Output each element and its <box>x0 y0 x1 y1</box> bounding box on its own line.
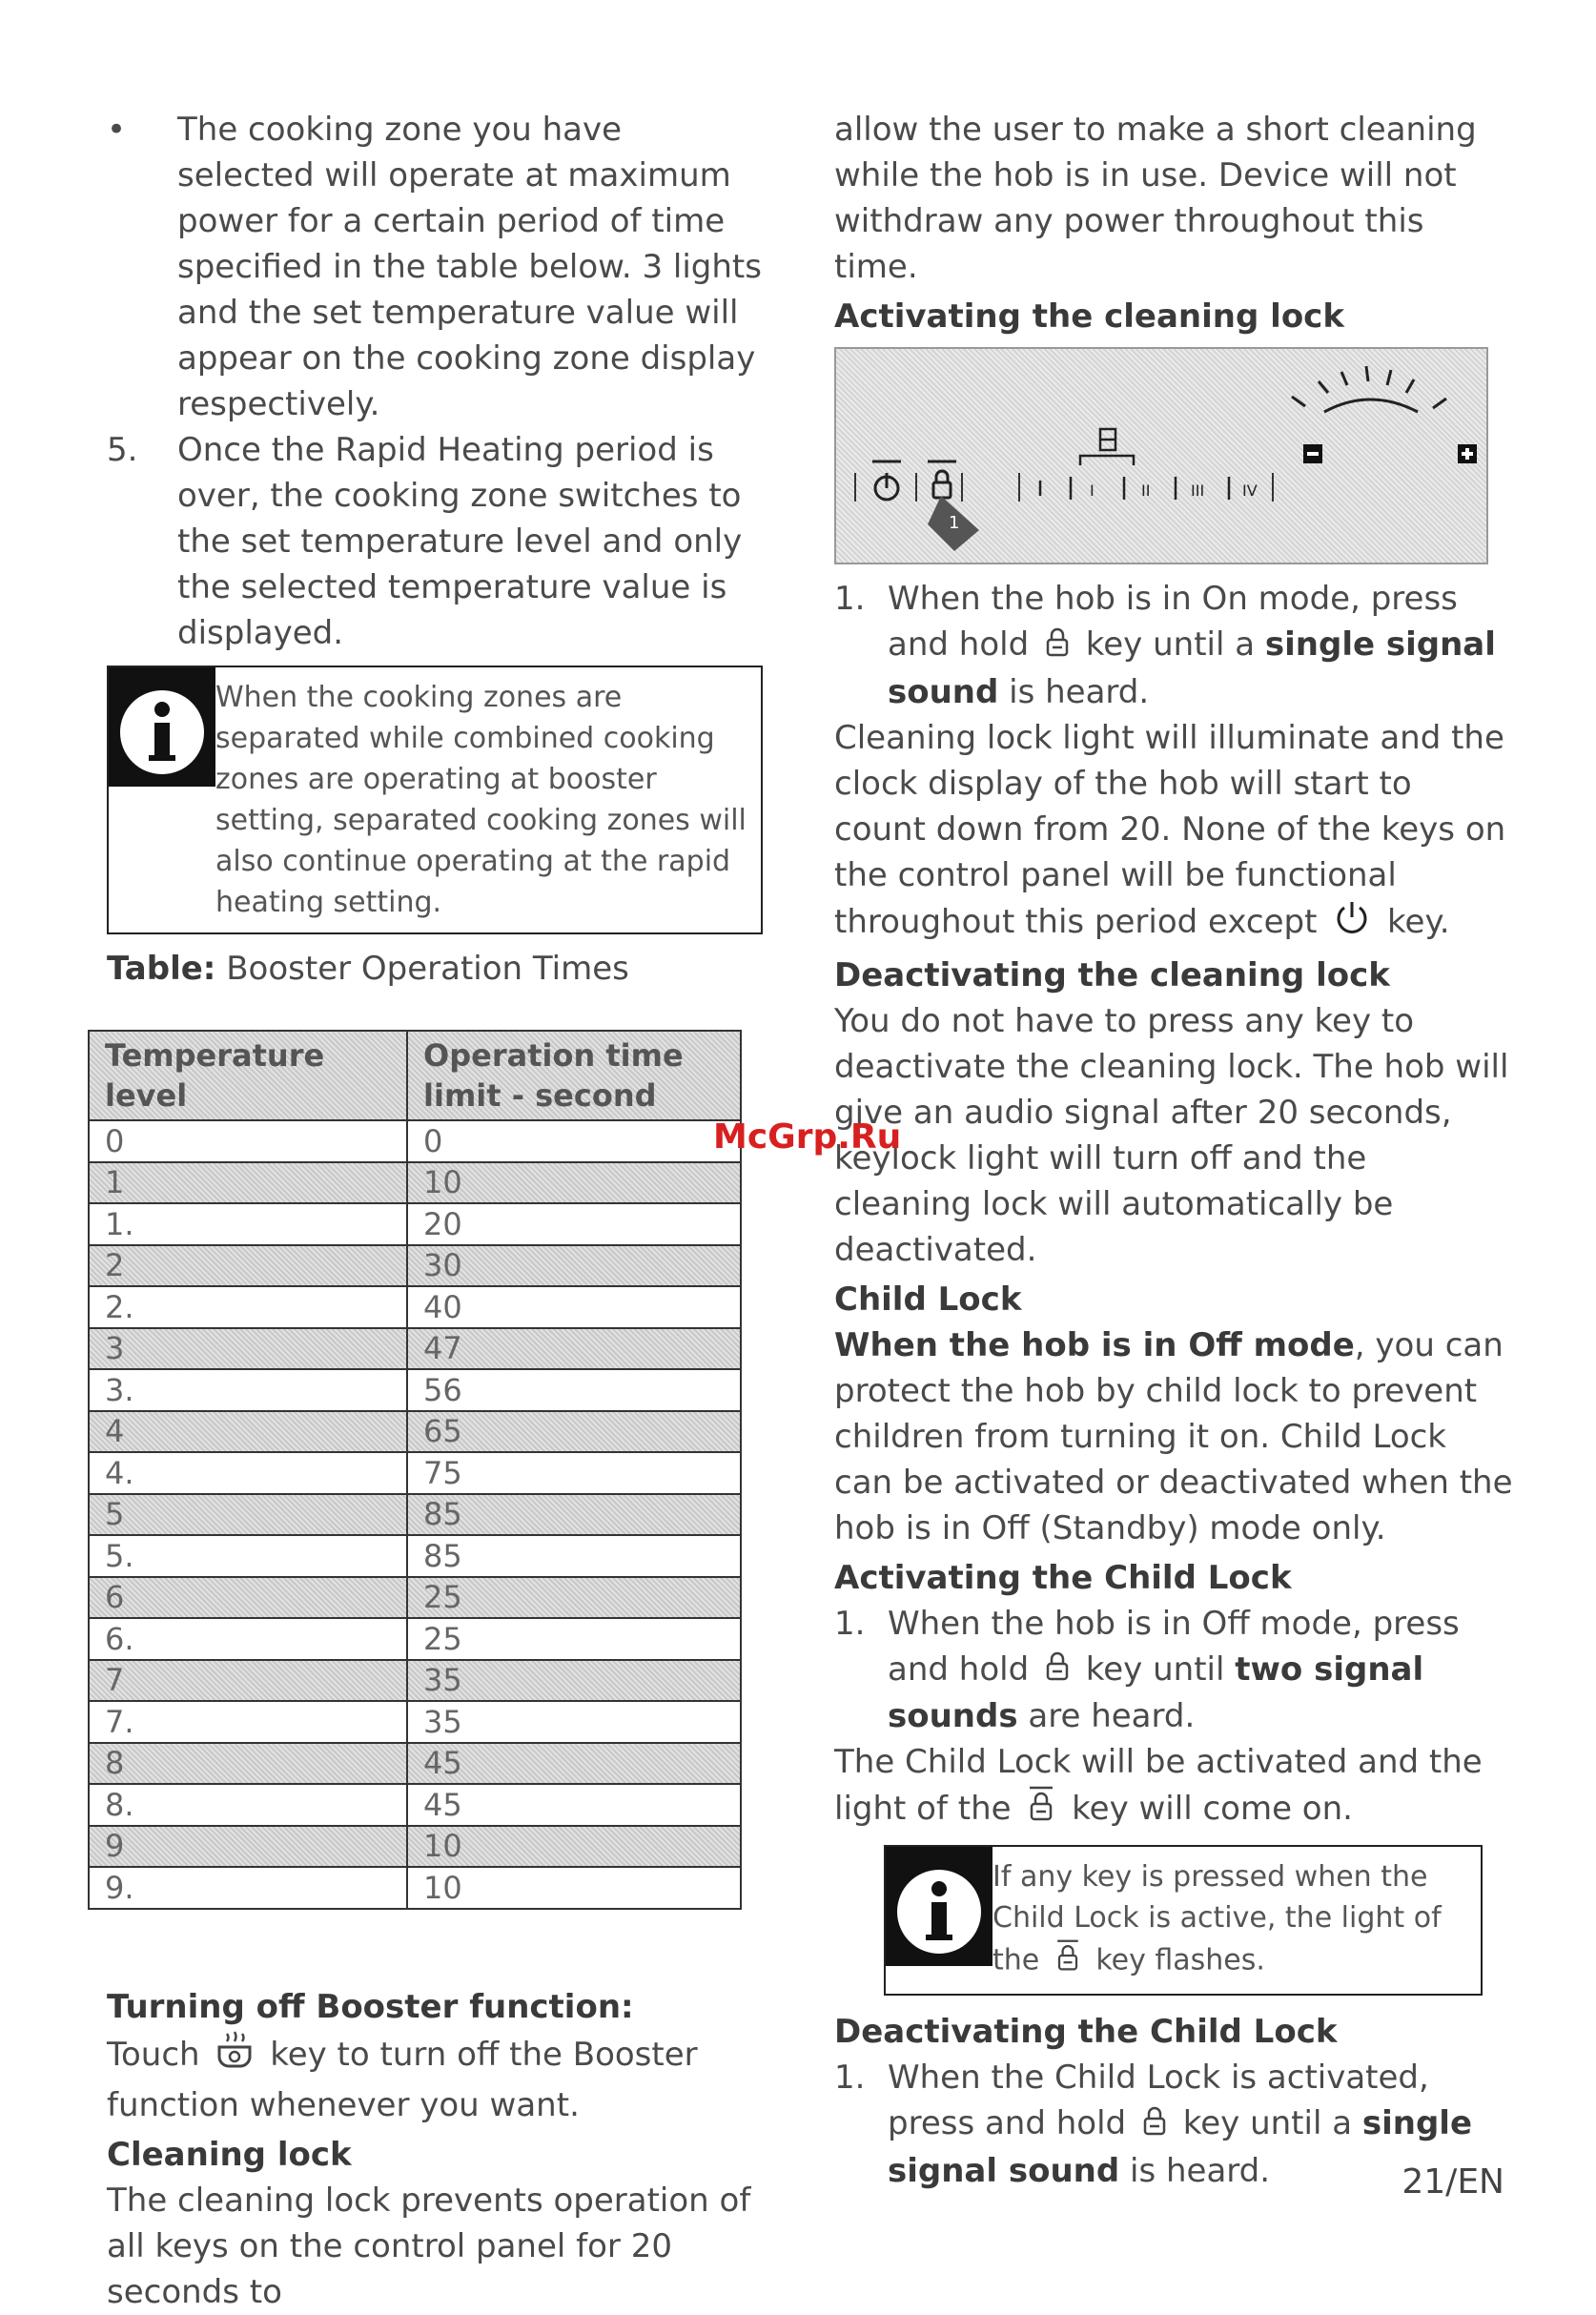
turning-off-heading: Turning off Booster function: <box>107 1987 634 2026</box>
child-lock-key-icon <box>1027 1785 1055 1835</box>
info-note-child-text <box>992 1847 1481 1994</box>
table-row <box>89 1701 741 1743</box>
activating-cleaning-lock-heading: Activating the cleaning lock <box>834 297 1344 336</box>
cleaning-light-post: key. <box>1387 902 1450 941</box>
info-note-booster <box>107 666 763 934</box>
table-row <box>89 1535 741 1577</box>
deact-child-step-1-pre: When the Child Lock is activated, press and hold <box>888 2059 1429 2142</box>
info-note-child-post: key flashes. <box>1095 1943 1265 1977</box>
lock-key-icon <box>1045 624 1070 669</box>
table-row <box>89 1867 741 1909</box>
deactivating-cleaning-lock-text: You do not have to press any key to deactivate the cleaning lock. The hob will give an audio signal after 20 seconds, keylock light will turn off and the cleaning lock will automatically be deactivated. <box>834 1001 1509 1269</box>
table-row <box>89 1660 741 1702</box>
cell-operation-time: 45 <box>407 1743 741 1785</box>
cell-temperature-level: 0 <box>89 1120 407 1162</box>
cleaning-light-text <box>834 715 1513 949</box>
cell-temperature-level: 9 <box>89 1826 407 1868</box>
cell-operation-time: 10 <box>407 1162 741 1204</box>
deact-child-step-1-bold: single signal sound <box>888 2104 1473 2190</box>
cell-operation-time: 40 <box>407 1286 741 1328</box>
cleaning-step-1-number: 1. <box>834 580 866 618</box>
power-key-icon <box>1333 898 1371 949</box>
header-temperature-level: Temperature level <box>89 1031 407 1120</box>
lock-key-icon <box>1142 2102 1167 2148</box>
header-operation-time: Operation time limit - second <box>407 1031 741 1120</box>
booster-key-icon <box>215 2030 254 2082</box>
child-step-1-text <box>888 1601 1513 1740</box>
child-activated-pre: The Child Lock will be activated and the light of the <box>834 1743 1483 1828</box>
table-caption <box>107 946 765 992</box>
cell-temperature-level: 8 <box>89 1743 407 1785</box>
table-row <box>89 1286 741 1328</box>
lock-key[interactable] <box>928 461 956 498</box>
cell-operation-time: 65 <box>407 1411 741 1453</box>
level-label-2: II <box>1141 481 1151 500</box>
step-5-text: Once the Rapid Heating period is over, the cooking zone switches to the set temperature level and only the selected temperature value is displayed. <box>177 431 743 652</box>
booster-table-body <box>89 1120 741 1909</box>
cell-operation-time: 0 <box>407 1120 741 1162</box>
activating-child-lock-heading: Activating the Child Lock <box>834 1558 1292 1597</box>
level-label-4: IV <box>1242 481 1258 500</box>
info-note-child-pre: If any key is pressed when the Child Lock is active, the light of the <box>992 1860 1442 1977</box>
cell-operation-time: 10 <box>407 1826 741 1868</box>
zone-indicator <box>1080 429 1134 465</box>
left-column <box>107 107 765 2315</box>
cleaning-step-1 <box>834 576 1513 715</box>
bullet-item <box>107 107 765 427</box>
child-lock-heading: Child Lock <box>834 1280 1022 1319</box>
level-label-3: III <box>1191 481 1205 500</box>
cell-temperature-level: 6 <box>89 1577 407 1619</box>
cell-operation-time: 85 <box>407 1535 741 1577</box>
cell-operation-time: 47 <box>407 1328 741 1370</box>
cell-temperature-level: 7 <box>89 1660 407 1702</box>
table-row <box>89 1120 741 1162</box>
cell-temperature-level: 5. <box>89 1535 407 1577</box>
cell-operation-time: 56 <box>407 1369 741 1411</box>
deact-child-step-1-number: 1. <box>834 2059 866 2097</box>
child-lock-key-icon <box>1054 1938 1081 1984</box>
cell-temperature-level: 1 <box>89 1162 407 1204</box>
table-row <box>89 1618 741 1660</box>
cell-temperature-level: 7. <box>89 1701 407 1743</box>
cell-operation-time: 85 <box>407 1494 741 1536</box>
table-row <box>89 1369 741 1411</box>
table-caption-label: Table: <box>107 950 216 988</box>
child-activated-post: key will come on. <box>1072 1790 1353 1828</box>
cleaning-lock-heading: Cleaning lock <box>107 2135 352 2174</box>
deact-child-step-1-post: is heard. <box>1130 2151 1271 2190</box>
child-step-1-pre: When the hob is in Off mode, press and hold <box>888 1604 1460 1689</box>
level-label-1: I <box>1090 481 1095 500</box>
child-lock-rest: , you can protect the hob by child lock to prevent children from turning it on. Child Lock can be activated or deactivated when the hob is in Off (Standby) mode only. <box>834 1325 1513 1547</box>
cell-operation-time: 20 <box>407 1203 741 1245</box>
table-row <box>89 1452 741 1494</box>
booster-table <box>88 1030 742 1910</box>
control-panel-svg <box>836 349 1486 563</box>
table-header-row <box>89 1031 741 1120</box>
cleaning-step-1-post: is heard. <box>1009 672 1150 711</box>
cell-temperature-level: 9. <box>89 1867 407 1909</box>
cell-temperature-level: 2 <box>89 1245 407 1287</box>
control-panel-diagram <box>834 347 1488 564</box>
turning-off-pre: Touch <box>107 2035 200 2074</box>
cell-operation-time: 35 <box>407 1701 741 1743</box>
cleaning-step-1-bold: single signal sound <box>888 625 1496 711</box>
cleaning-lock-continued: allow the user to make a short cleaning while the hob is in use. Device will not withdraw any power throughout this time. <box>834 111 1477 286</box>
cell-operation-time: 10 <box>407 1867 741 1909</box>
cell-temperature-level: 2. <box>89 1286 407 1328</box>
cell-temperature-level: 8. <box>89 1784 407 1826</box>
child-step-1-mid: key until <box>1085 1649 1225 1689</box>
info-note-child-lock <box>884 1845 1483 1996</box>
step-5 <box>107 427 765 656</box>
table-row <box>89 1826 741 1868</box>
table-row <box>89 1328 741 1370</box>
bullet-marker: • <box>107 111 127 149</box>
cleaning-step-1-text <box>888 576 1513 715</box>
cell-operation-time: 75 <box>407 1452 741 1494</box>
table-row <box>89 1784 741 1826</box>
deact-child-step-1-mid: key until a <box>1182 2104 1353 2142</box>
deactivating-cleaning-lock-heading: Deactivating the cleaning lock <box>834 955 1390 994</box>
table-row <box>89 1203 741 1245</box>
cell-temperature-level: 1. <box>89 1203 407 1245</box>
power-key[interactable] <box>872 461 901 500</box>
cell-temperature-level: 6. <box>89 1618 407 1660</box>
minus-key[interactable] <box>1303 444 1322 463</box>
cell-operation-time: 45 <box>407 1784 741 1826</box>
callout-pointer <box>928 496 979 551</box>
child-lock-text <box>834 1322 1513 1551</box>
panel-separators <box>855 473 1273 502</box>
table-row <box>89 1245 741 1287</box>
child-step-1-bold: two signal sounds <box>888 1649 1424 1735</box>
child-step-1-number: 1. <box>834 1604 866 1643</box>
turning-off-text <box>107 2030 765 2128</box>
step-5-number: 5. <box>107 431 138 469</box>
table-row <box>89 1577 741 1619</box>
watermark: McGrp.Ru <box>713 1117 902 1157</box>
child-activated-text <box>834 1739 1513 1835</box>
child-step-1 <box>834 1601 1513 1740</box>
right-column <box>834 107 1513 2194</box>
cell-operation-time: 25 <box>407 1577 741 1619</box>
cell-operation-time: 30 <box>407 1245 741 1287</box>
table-row <box>89 1494 741 1536</box>
cleaning-lock-text: The cleaning lock prevents operation of all keys on the control panel for 20 seconds to <box>107 2181 751 2311</box>
cell-operation-time: 35 <box>407 1660 741 1702</box>
child-step-1-post: are heard. <box>1028 1697 1196 1735</box>
deactivating-child-lock-heading: Deactivating the Child Lock <box>834 2013 1338 2051</box>
lock-key-icon <box>1045 1648 1070 1693</box>
cell-temperature-level: 5 <box>89 1494 407 1536</box>
table-row <box>89 1162 741 1204</box>
callout-number: 1 <box>949 513 960 533</box>
page-number: 21/EN <box>1402 2162 1504 2202</box>
child-lock-bold: When the hob is in Off mode <box>834 1325 1355 1364</box>
cell-operation-time: 25 <box>407 1618 741 1660</box>
table-row <box>89 1743 741 1785</box>
table-caption-title: Booster Operation Times <box>215 950 629 988</box>
cell-temperature-level: 4 <box>89 1411 407 1453</box>
turning-off-post: key to turn off the Booster function whenever you want. <box>107 2035 698 2124</box>
bullet-text: The cooking zone you have selected will operate at maximum power for a certain period of time specified in the table below. 3 lights and the set temperature value will appear on the cooking zone display respectively. <box>177 111 762 423</box>
cleaning-light-pre: Cleaning lock light will illuminate and the clock display of the hob will start to count down from 20. None of the keys on the control panel will be functional throughout this period except <box>834 718 1506 941</box>
cleaning-step-1-pre: When the hob is in On mode, press and hold <box>888 580 1458 664</box>
cell-temperature-level: 3 <box>89 1328 407 1370</box>
info-icon <box>109 667 215 932</box>
cleaning-step-1-mid: key until a <box>1085 625 1256 664</box>
cell-temperature-level: 3. <box>89 1369 407 1411</box>
info-note-text: When the cooking zones are separated while combined cooking zones are operating at booster setting, separated cooking zones will also continue operating at the rapid heating setting. <box>215 681 747 919</box>
cell-temperature-level: 4. <box>89 1452 407 1494</box>
dial-arc <box>1292 366 1446 412</box>
info-icon <box>886 1847 992 1994</box>
plus-key[interactable] <box>1458 444 1477 463</box>
table-row <box>89 1411 741 1453</box>
